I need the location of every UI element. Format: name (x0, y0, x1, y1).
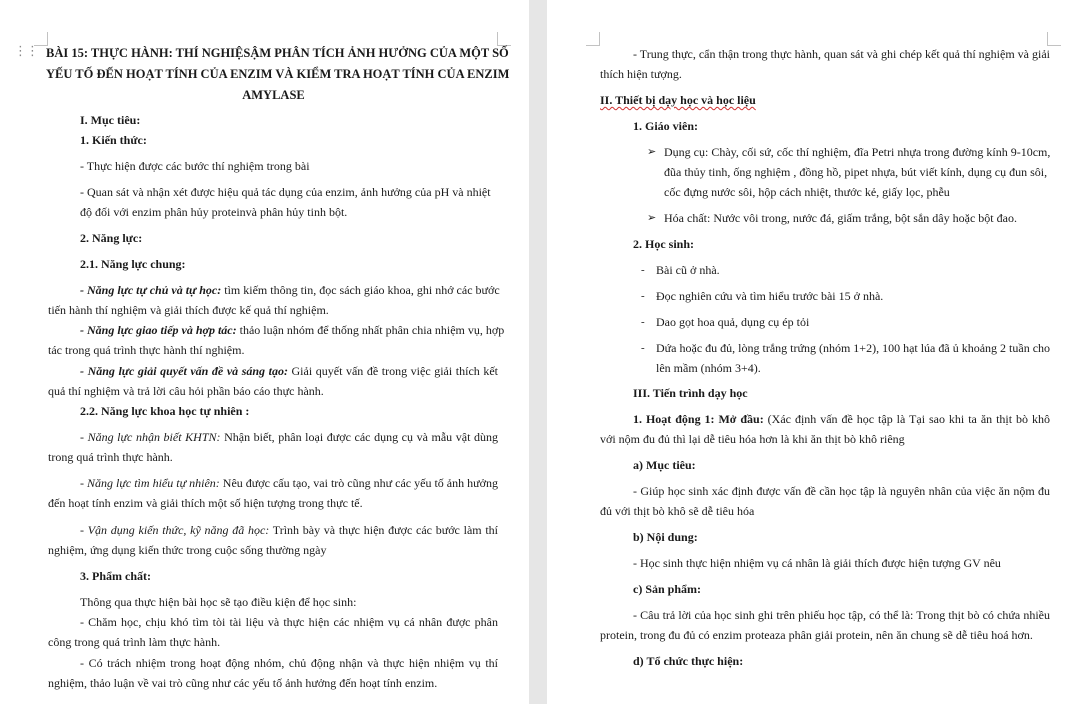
document-page-left (0, 0, 529, 704)
doc-title-line-3[interactable]: AMYLASE (242, 88, 305, 102)
paragraph[interactable]: - Năng lực giải quyết vấn đề và sáng tạo: Giải quyết vấn đề trong việc giải thích kết (80, 364, 499, 378)
paragraph[interactable]: - Thực hiện được các bước thí nghiệm trong bài (80, 159, 310, 173)
list-item[interactable]: Bài cũ ở nhà. (656, 263, 720, 277)
paragraph[interactable]: - Năng lực tự chủ và tự học: tìm kiếm thông tin, đọc sách giáo khoa, ghi nhớ các bước (80, 283, 500, 297)
arrow-bullet-icon: ➢ (647, 146, 657, 158)
list-item[interactable]: Dụng cụ: Chày, cối sứ, cốc thí nghiệm, đĩa Petri nhựa trong đường kính 9-10cm, (664, 145, 1051, 159)
paragraph[interactable]: - Học sinh thực hiện nhiệm vụ cá nhân là giải thích được hiện tượng GV nêu (633, 556, 1001, 570)
paragraph[interactable]: Thông qua thực hiện bài học sẽ tạo điều kiện để học sinh: (80, 595, 357, 609)
heading-nang-luc-chung[interactable]: 2.1. Năng lực chung: (80, 257, 186, 271)
document-page-right (547, 0, 1070, 704)
list-item[interactable]: Dứa hoặc đu đủ, lòng trắng trứng (nhóm 1+2), 100 hạt lúa đã ủ khoảng 2 tuần cho (656, 341, 1051, 355)
heading-tien-trinh[interactable]: III. Tiến trình dạy học (633, 386, 748, 400)
heading-nang-luc-khtn[interactable]: 2.2. Năng lực khoa học tự nhiên : (80, 404, 250, 418)
paragraph[interactable]: - Chăm học, chịu khó tìm tòi tài liệu và thực hiện các nhiệm vụ cá nhân được phân (80, 615, 498, 629)
dash-bullet: - (641, 316, 645, 328)
paragraph[interactable]: - Năng lực tìm hiểu tự nhiên: Nêu được cấu tạo, vai trò cũng như các yếu tố ảnh hưởng (80, 476, 498, 490)
dash-bullet: - (641, 264, 645, 276)
paragraph[interactable]: - Giúp học sinh xác định được vấn đề cần học tập là nguyên nhân của việc ăn nộm đu (633, 484, 1050, 498)
heading-pham-chat[interactable]: 3. Phẩm chất: (80, 569, 151, 583)
list-item[interactable]: đũa thủy tinh, ống nghiệm , đồng hồ, pipet nhựa, bút viết kính, dụng cụ đun sôi, (664, 165, 1048, 179)
paragraph[interactable]: thích hiện tượng. (600, 67, 682, 81)
paragraph[interactable]: độ đối với enzim phân hủy proteinvà phân hủy tinh bột. (80, 205, 348, 219)
paragraph[interactable]: protein, trong đu đủ có enzim proteaza phân giải protein, nên ăn chung sẽ dễ tiêu hoá hơn. (600, 628, 1033, 642)
heading-hoc-sinh[interactable]: 2. Học sinh: (633, 237, 695, 251)
heading-to-chuc-d[interactable]: d) Tổ chức thực hiện: (633, 654, 744, 668)
dash-bullet: - (641, 342, 645, 354)
paragraph[interactable]: - Vận dụng kiến thức, kỹ năng đã học: Trình bày và thực hiện được các bước làm thí (80, 523, 498, 537)
heading-nang-luc[interactable]: 2. Năng lực: (80, 231, 143, 245)
heading-muc-tieu-a[interactable]: a) Mục tiêu: (633, 458, 696, 472)
paragraph[interactable]: công trong quá trình làm thực hành. (48, 635, 221, 649)
paragraph[interactable]: - Câu trả lời của học sinh ghi trên phiếu học tập, có thể là: Trong thịt bò có chứa nhiều (633, 608, 1050, 622)
list-item[interactable]: cốc đựng nước sôi, hộp cách nhiệt, thước kẻ, giấy lọc, phễu (664, 185, 950, 199)
dash-bullet: - (641, 290, 645, 302)
heading-kien-thuc[interactable]: 1. Kiến thức: (80, 133, 147, 147)
crop-mark (586, 32, 600, 46)
paragraph[interactable]: tiến hành thí nghiệm và giải thích được kế quả thí nghiệm. (48, 303, 329, 317)
paragraph[interactable]: - Có trách nhiệm trong hoạt động nhóm, chủ động nhận và thực hiện nhiệm vụ thí (80, 656, 498, 670)
paragraph[interactable]: trong quá trình thực hành. (48, 450, 173, 464)
arrow-bullet-icon: ➢ (647, 212, 657, 224)
paragraph[interactable]: nghiệm, ứng dụng kiến thức trong cuộc sống thường ngày (48, 543, 327, 557)
heading-noi-dung-b[interactable]: b) Nội dung: (633, 530, 698, 544)
list-item[interactable]: Đọc nghiên cứu và tìm hiểu trước bài 15 ở nhà. (656, 289, 884, 303)
paragraph[interactable]: - Năng lực nhận biết KHTN: Nhận biết, phân loại được các dụng cụ và mẫu vật dùng (80, 430, 499, 444)
list-item[interactable]: Dao gọt hoa quả, dụng cụ ép tỏi (656, 315, 810, 329)
page-gutter (529, 0, 547, 704)
paragraph[interactable]: đủ với thịt bò khô sẽ dễ tiêu hóa (600, 504, 755, 518)
heading-muc-tieu[interactable]: I. Mục tiêu: (80, 113, 141, 127)
paragraph[interactable]: - Quan sát và nhận xét được hiệu quả tác dụng của enzim, ảnh hưởng của pH và nhiệt (80, 185, 491, 199)
crop-mark (497, 32, 511, 46)
drag-handle-icon[interactable]: ⋮⋮ (14, 44, 38, 59)
doc-title-line-2[interactable]: YẾU TỐ ĐẾN HOẠT TÍNH CỦA ENZIM VÀ KIỂM TRA HOẠT TÍNH CỦA ENZIM (46, 67, 510, 81)
paragraph[interactable]: quả thí nghiệm và trả lời câu hỏi phần báo cáo thực hành. (48, 384, 324, 398)
paragraph[interactable]: nghiệm, thảo luận về vai trò cũng như các yếu tố ảnh hưởng đến hoạt tính enzim. (48, 676, 438, 690)
paragraph[interactable]: tác trong quá trình thực hành thí nghiệm. (48, 343, 245, 357)
list-item[interactable]: lên mầm (nhóm 3+4). (656, 361, 761, 375)
heading-thiet-bi[interactable]: II. Thiết bị dạy học và học liệu (600, 93, 756, 107)
heading-san-pham-c[interactable]: c) Sản phẩm: (633, 582, 702, 596)
paragraph[interactable]: - Năng lực giao tiếp và hợp tác: thảo luận nhóm để thống nhất phân chia nhiệm vụ, hợp (80, 323, 505, 337)
crop-mark (1047, 32, 1061, 46)
paragraph[interactable]: - Trung thực, cẩn thận trong thực hành, quan sát và ghi chép kết quả thí nghiệm và giải (633, 47, 1050, 61)
paragraph[interactable]: 1. Hoạt động 1: Mở đầu: (Xác định vấn đề học tập là Tại sao khi ta ăn thịt bò khô (633, 412, 1050, 426)
heading-giao-vien[interactable]: 1. Giáo viên: (633, 119, 698, 133)
paragraph[interactable]: đến hoạt tính enzim và giải thích một số hiện tượng trong thực tế. (48, 496, 363, 510)
doc-title-line-1[interactable]: BÀI 15: THỰC HÀNH: THÍ NGHIỆSẬM PHÂN TÍCH ẢNH HƯỞNG CỦA MỘT SỐ (46, 46, 509, 60)
paragraph[interactable]: với nộm đu đủ thì lại dễ tiêu hóa hơn là khi ăn thịt bò khô riêng (600, 432, 905, 446)
list-item[interactable]: Hóa chất: Nước vôi trong, nước đá, giấm trắng, bột sắn dây hoặc bột đao. (664, 211, 1017, 225)
